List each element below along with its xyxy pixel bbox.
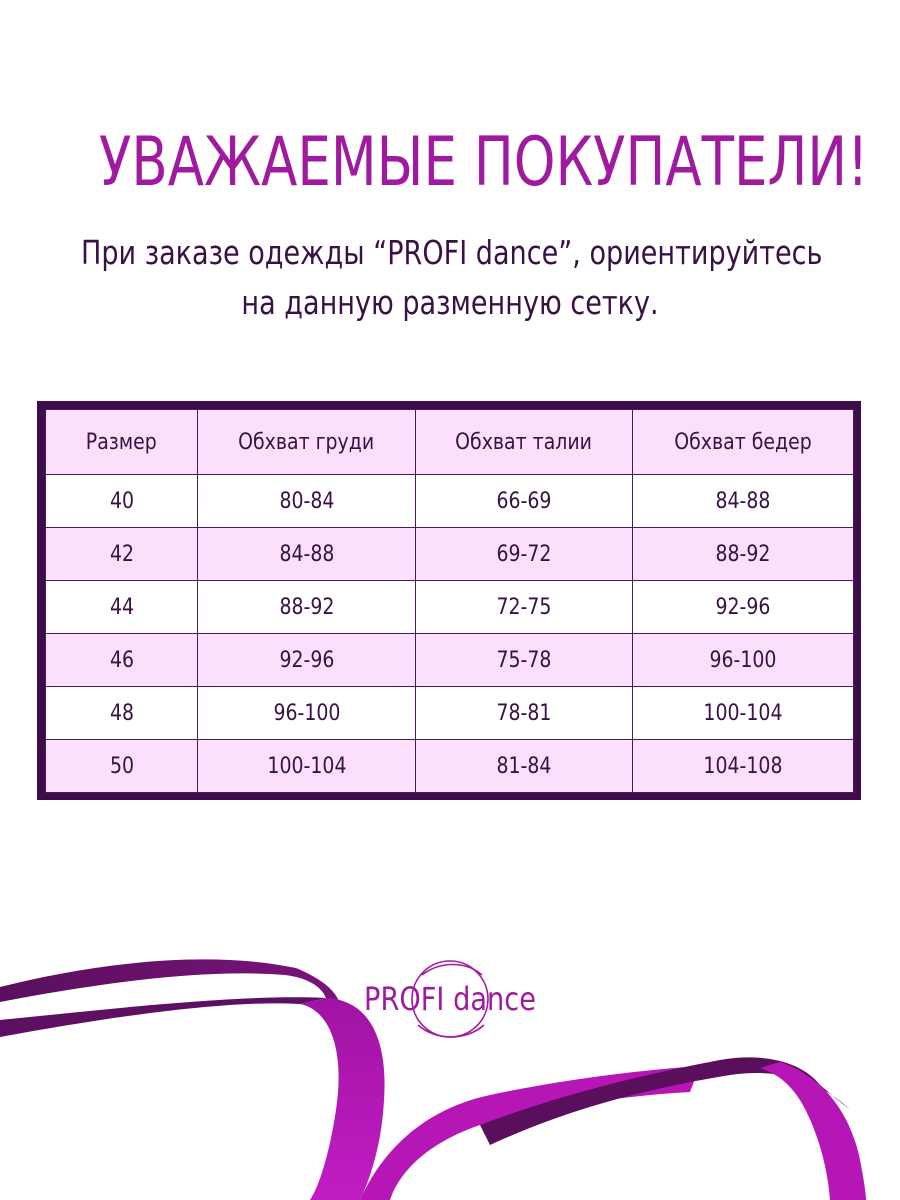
cell-waist: 66-69 — [416, 475, 633, 528]
cell-hips: 88-92 — [633, 528, 854, 581]
cell-size: 48 — [46, 687, 198, 740]
cell-waist: 69-72 — [416, 528, 633, 581]
intro-line-2: на данную разменную сетку. — [241, 283, 659, 322]
cell-waist: 72-75 — [416, 581, 633, 634]
cell-chest: 92-96 — [198, 634, 416, 687]
intro-text — [81, 228, 823, 328]
ribbon-dark-band-lower — [0, 997, 326, 1037]
cell-chest: 88-92 — [198, 581, 416, 634]
table-row — [46, 634, 854, 687]
page-heading: УВАЖАЕМЫЕ ПОКУПАТЕЛИ! — [99, 123, 869, 202]
cell-size: 46 — [46, 634, 198, 687]
cell-hips: 100-104 — [633, 687, 854, 740]
cell-hips: 104-108 — [633, 740, 854, 793]
cell-size: 40 — [46, 475, 198, 528]
table-row — [46, 687, 854, 740]
size-table — [45, 409, 854, 793]
cell-waist: 81-84 — [416, 740, 633, 793]
cell-waist: 78-81 — [416, 687, 633, 740]
ribbon-dark-band — [0, 959, 340, 1004]
cell-chest: 100-104 — [198, 740, 416, 793]
cell-chest: 80-84 — [198, 475, 416, 528]
cell-hips: 84-88 — [633, 475, 854, 528]
table-row — [46, 528, 854, 581]
table-row — [46, 740, 854, 793]
header-cell-waist: Обхват талии — [416, 410, 633, 475]
cell-hips: 96-100 — [633, 634, 854, 687]
ribbon-end-bright — [760, 1062, 866, 1200]
cell-size: 42 — [46, 528, 198, 581]
intro-line-1: При заказе одежды “PROFI dance”, ориентируйтесь — [81, 233, 823, 272]
cell-chest: 96-100 — [198, 687, 416, 740]
brand-logo — [340, 955, 560, 1045]
brand-name: PROFI dance — [364, 980, 536, 1018]
size-table-frame — [37, 401, 861, 800]
cell-size: 44 — [46, 581, 198, 634]
cell-waist: 75-78 — [416, 634, 633, 687]
cell-size: 50 — [46, 740, 198, 793]
cell-chest: 84-88 — [198, 528, 416, 581]
cell-hips: 92-96 — [633, 581, 854, 634]
table-row — [46, 475, 854, 528]
header-cell-size: Размер — [46, 410, 198, 475]
header-cell-chest: Обхват груди — [198, 410, 416, 475]
header-cell-hips: Обхват бедер — [633, 410, 854, 475]
table-row — [46, 581, 854, 634]
table-header-row — [46, 410, 854, 475]
